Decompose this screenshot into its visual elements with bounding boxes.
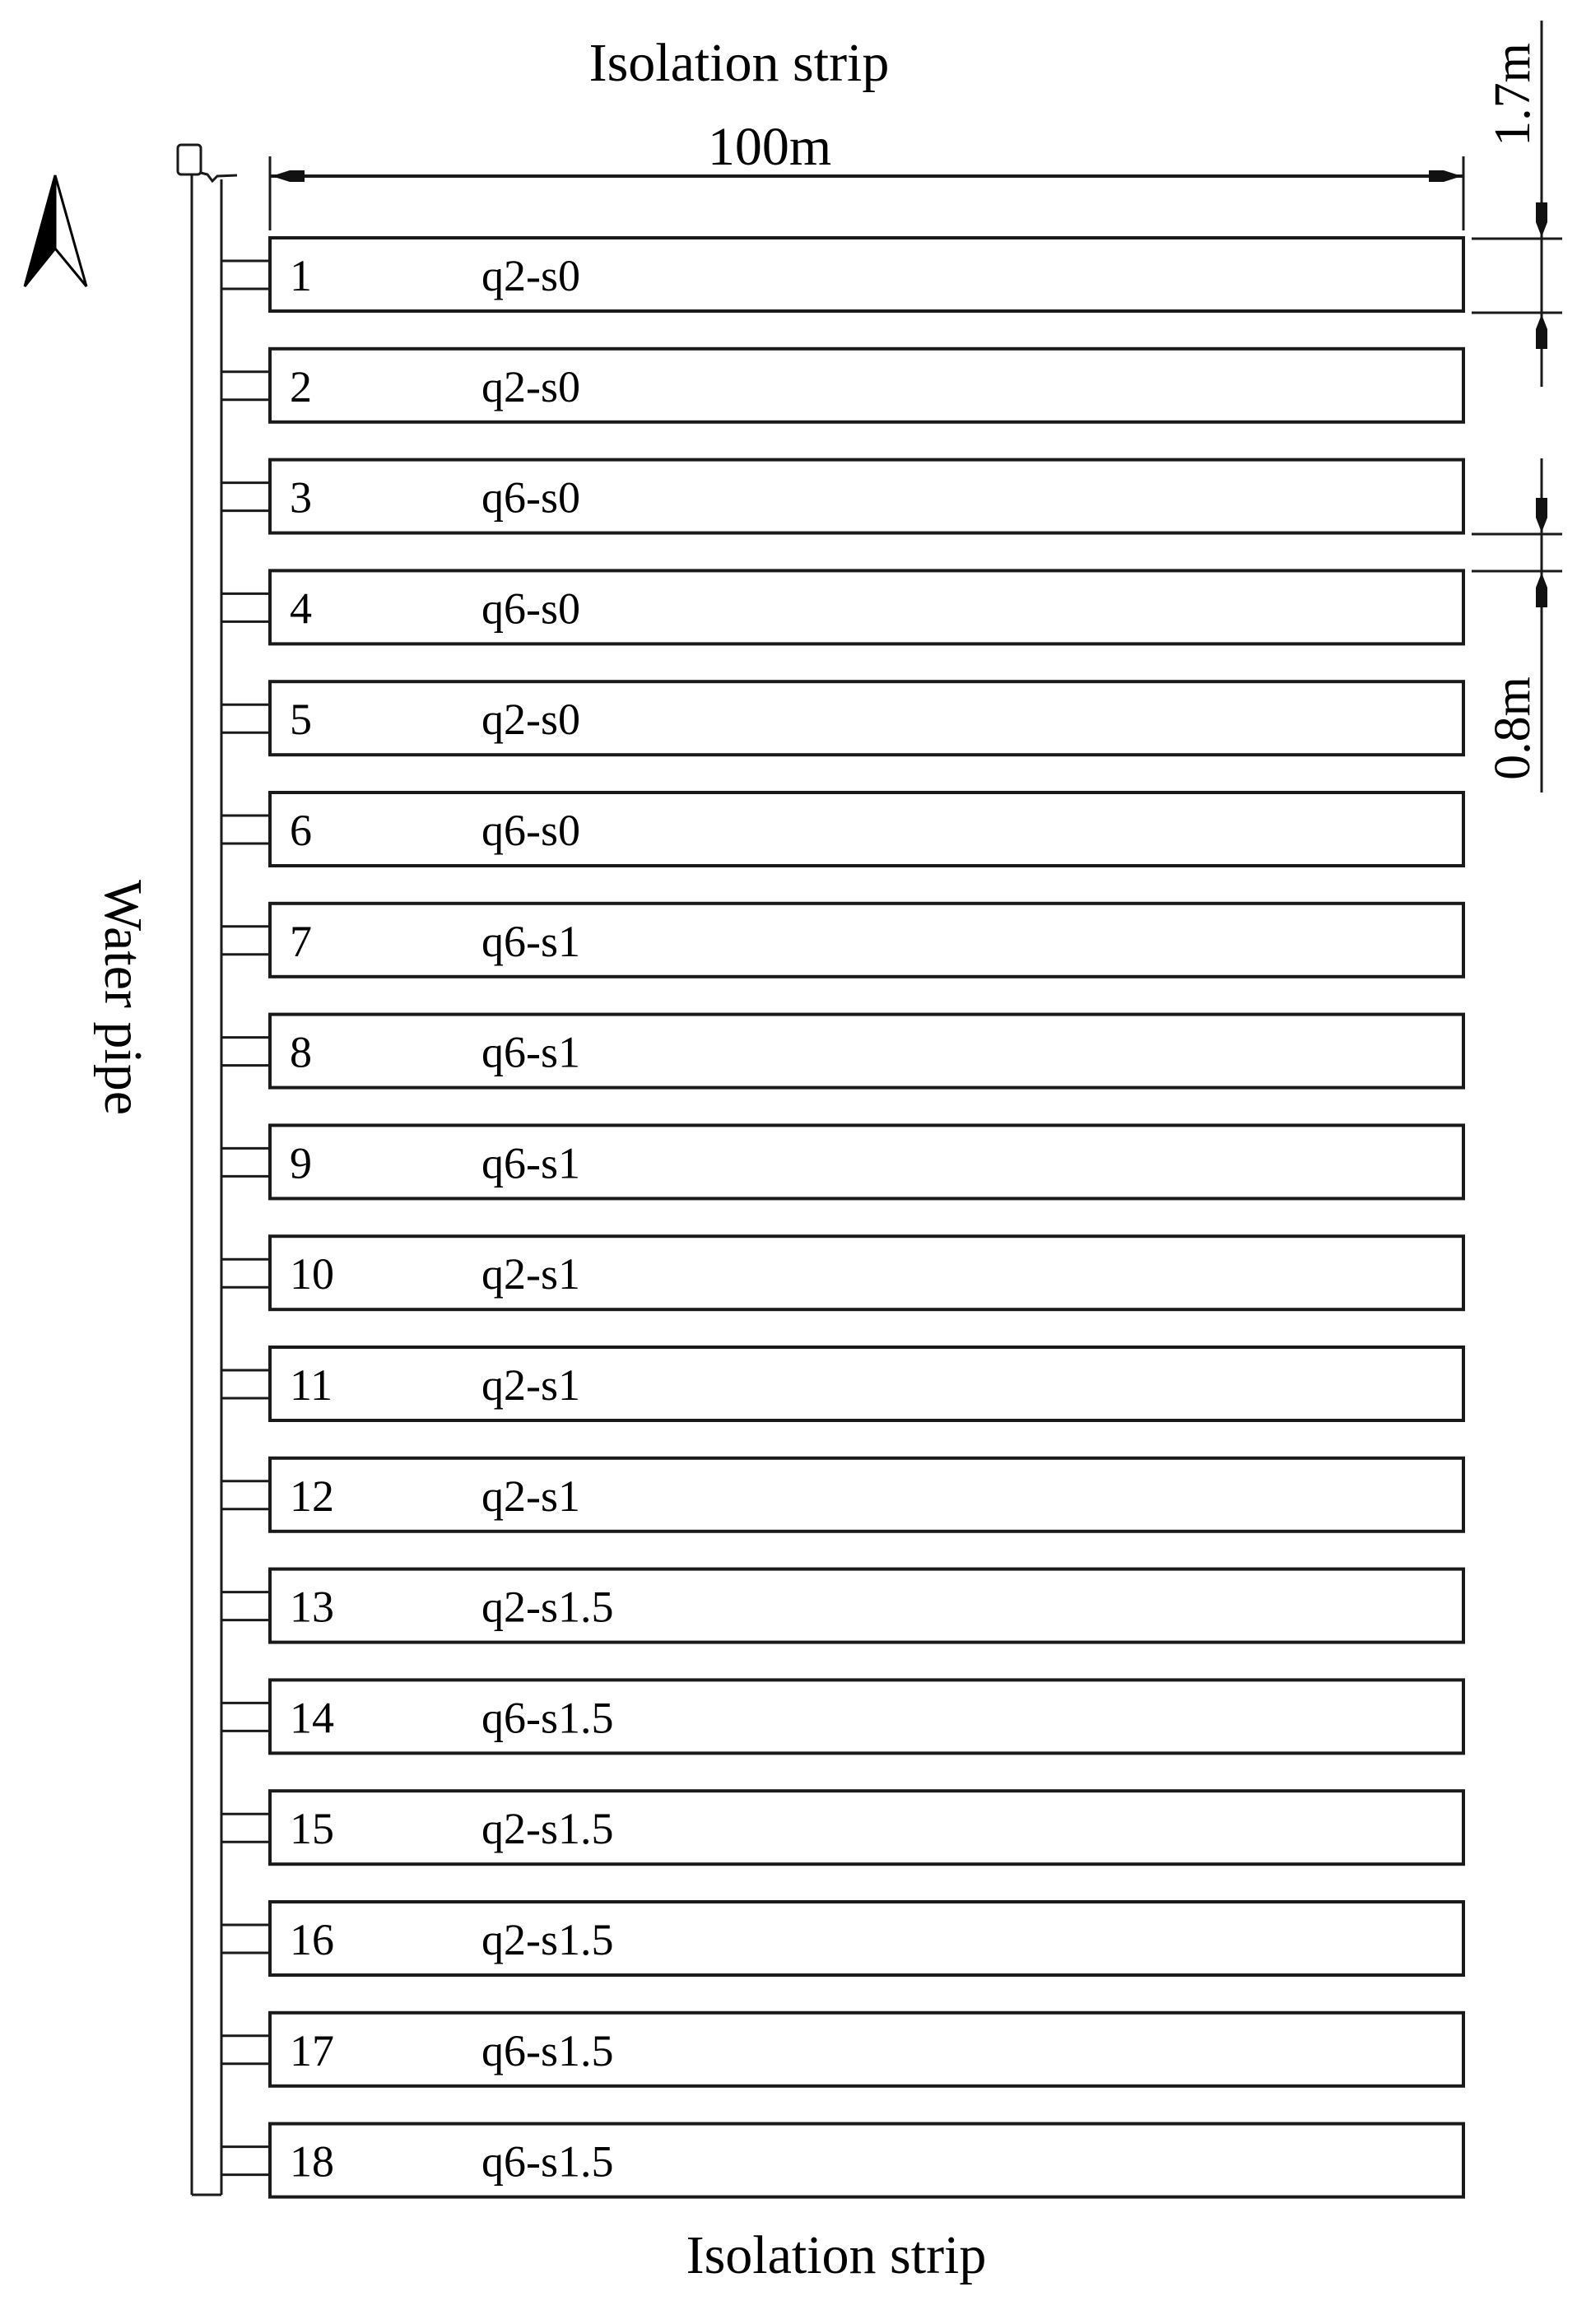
strip-2 (221, 349, 1463, 422)
strip-number: 2 (290, 361, 312, 411)
strip-list (221, 238, 1463, 2197)
strip-plot (270, 681, 1463, 755)
strip-14 (221, 1680, 1463, 1753)
strip-number: 16 (290, 1915, 334, 1964)
gap-label: 0.8m (1485, 676, 1541, 780)
strip-treatment: q2-s0 (481, 361, 580, 411)
strip-plot (270, 1569, 1463, 1643)
strip-number: 4 (290, 583, 312, 634)
strip-9 (221, 1125, 1463, 1198)
strip-plot (270, 792, 1463, 866)
strip-plot (270, 1458, 1463, 1532)
strip-treatment: q6-s0 (481, 472, 580, 523)
strip-number: 8 (290, 1027, 312, 1077)
length-dimension (270, 117, 1463, 230)
strip-16 (221, 1902, 1463, 1975)
strip-10 (221, 1236, 1463, 1309)
strip-treatment: q2-s1 (481, 1360, 580, 1410)
strip-plot (270, 1347, 1463, 1420)
strip-plot (270, 1791, 1463, 1864)
strip-plot (270, 904, 1463, 977)
arrowhead-right-icon (1429, 170, 1462, 182)
strip-number: 5 (290, 695, 312, 745)
strip-number: 7 (290, 916, 312, 966)
north-arrow-icon (25, 175, 86, 286)
strip-treatment: q6-s1.5 (481, 1693, 614, 1743)
water-pipe (93, 145, 237, 2195)
strip-plot (270, 238, 1463, 311)
strip-15 (221, 1791, 1463, 1864)
strip-number: 9 (290, 1138, 312, 1188)
arrowhead-down-icon (1536, 202, 1547, 237)
strip-plot (270, 460, 1463, 533)
strip-treatment: q6-s1 (481, 1027, 580, 1077)
strip-plot (270, 1125, 1463, 1198)
strip-number: 17 (290, 2025, 334, 2075)
strip-number: 1 (290, 251, 312, 300)
strip-treatment: q2-s1 (481, 1249, 580, 1299)
strip-treatment: q6-s1.5 (481, 2136, 614, 2187)
arrowhead-left-icon (272, 170, 305, 182)
strip-treatment: q6-s0 (481, 806, 580, 855)
strip-number: 15 (290, 1804, 334, 1854)
pipe-valve-icon (178, 145, 201, 174)
strip-plot (270, 1015, 1463, 1088)
strip-treatment: q2-s1.5 (481, 1915, 614, 1964)
bottom-isolation-strip-label: Isolation strip (686, 2225, 987, 2285)
strip-number: 11 (290, 1360, 333, 1410)
strip-17 (221, 2013, 1463, 2086)
strip-5 (221, 681, 1463, 755)
strip-treatment: q2-s0 (481, 695, 580, 745)
strip-4 (221, 570, 1463, 644)
strip-number: 6 (290, 806, 312, 855)
length-dimension-label: 100m (707, 117, 832, 177)
arrowhead-up-icon (1536, 314, 1547, 349)
isolation-width-label: 1.7m (1485, 43, 1541, 146)
strip-8 (221, 1015, 1463, 1088)
strip-plot (270, 570, 1463, 644)
strip-treatment: q2-s1 (481, 1471, 580, 1521)
strip-number: 14 (290, 1693, 334, 1743)
strip-13 (221, 1569, 1463, 1643)
strip-plot (270, 1680, 1463, 1753)
strip-number: 3 (290, 472, 312, 523)
isolation-width-dimension (1472, 21, 1562, 387)
strip-treatment: q6-s1.5 (481, 2025, 614, 2075)
strip-treatment: q6-s0 (481, 583, 580, 634)
water-pipe-label: Water pipe (93, 879, 153, 1116)
strip-18 (221, 2124, 1463, 2197)
strip-number: 18 (290, 2136, 334, 2187)
strip-number: 13 (290, 1582, 334, 1632)
strip-plot (270, 349, 1463, 422)
arrowhead-down-icon (1536, 498, 1547, 532)
pipe-break-line (201, 173, 237, 181)
strip-1 (221, 238, 1463, 311)
strip-plot (270, 2124, 1463, 2197)
strip-7 (221, 904, 1463, 977)
strip-plot (270, 2013, 1463, 2086)
strip-11 (221, 1347, 1463, 1420)
strip-treatment: q2-s0 (481, 251, 580, 300)
strip-number: 10 (290, 1249, 334, 1299)
top-isolation-strip-label: Isolation strip (588, 33, 890, 93)
strip-treatment: q2-s1.5 (481, 1804, 614, 1854)
strip-6 (221, 792, 1463, 866)
strip-treatment: q2-s1.5 (481, 1582, 614, 1632)
gap-dimension (1472, 458, 1562, 792)
strip-12 (221, 1458, 1463, 1532)
strip-plot (270, 1902, 1463, 1975)
strip-treatment: q6-s1 (481, 916, 580, 966)
strip-plot (270, 1236, 1463, 1309)
strip-treatment: q6-s1 (481, 1138, 580, 1188)
arrowhead-up-icon (1536, 573, 1547, 607)
strip-3 (221, 460, 1463, 533)
strip-number: 12 (290, 1471, 334, 1521)
